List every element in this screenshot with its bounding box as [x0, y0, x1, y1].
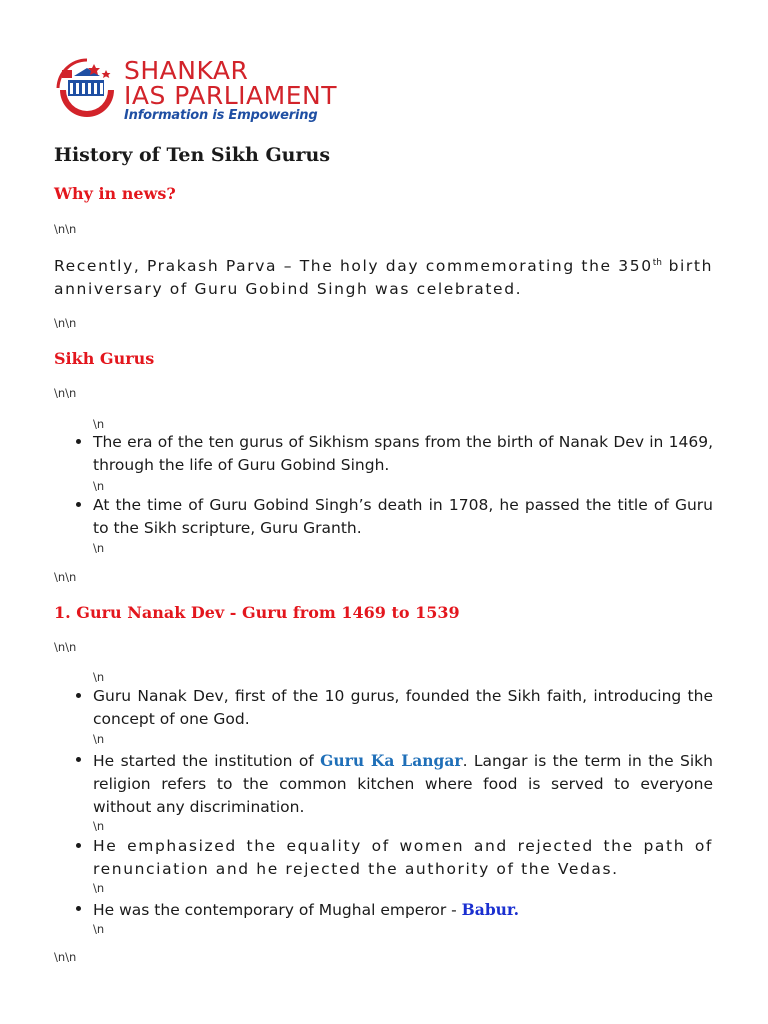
escape-text: \n\n — [54, 386, 77, 400]
escape-text: \n\n — [54, 640, 77, 654]
escape-text: \n — [93, 922, 105, 936]
escape-text: \n\n — [54, 316, 77, 330]
escape-text: \n — [93, 732, 105, 746]
bullet-icon — [76, 906, 81, 911]
heading-why-in-news: Why in news? — [54, 184, 176, 203]
bullet-icon — [76, 757, 81, 762]
escape-text: \n\n — [54, 570, 77, 584]
list-item: Guru Nanak Dev, first of the 10 gurus, founded the Sikh faith, introducing the concept of one God. — [76, 685, 713, 731]
brand-logo — [54, 52, 394, 128]
escape-text: \n — [93, 881, 105, 895]
bullet-icon — [76, 843, 81, 848]
bullet-icon — [76, 502, 81, 507]
escape-text: \n — [93, 819, 105, 833]
escape-text: \n\n — [54, 950, 77, 964]
list-item: He was the contemporary of Mughal emperor - Babur. — [76, 898, 713, 922]
bullet-icon — [76, 439, 81, 444]
list-item: He emphasized the equality of women and rejected the path of renunciation and he rejected the authority of the Vedas. — [76, 835, 713, 881]
escape-text: \n — [93, 670, 105, 684]
news-paragraph: Recently, Prakash Parva – The holy day commemorating the 350th birth anniversary of Guru Gobind Singh was celebrated. — [54, 257, 713, 298]
escape-text: \n — [93, 417, 105, 431]
page-title: History of Ten Sikh Gurus — [54, 144, 331, 166]
escape-text: \n — [93, 541, 105, 555]
escape-text: \n\n — [54, 222, 77, 236]
heading-sikh-gurus: Sikh Gurus — [54, 349, 155, 368]
list-item: At the time of Guru Gobind Singh’s death in 1708, he passed the title of Guru to the Sikh scripture, Guru Granth. — [76, 494, 713, 540]
logo-tagline: Information is Empowering — [124, 108, 318, 123]
escape-text: \n — [93, 479, 105, 493]
bullet-icon — [76, 693, 81, 698]
list-item: He started the institution of Guru Ka Langar. Langar is the term in the Sikh religion refers to the common kitchen where food is served to everyone without any discrimination. — [76, 749, 713, 819]
logo-text-ias-parliament: IAS PARLIAMENT — [124, 81, 337, 110]
logo-text-shankar: SHANKAR — [124, 56, 249, 85]
highlight-guru-ka-langar: Guru Ka Langar — [320, 751, 463, 770]
list-item: The era of the ten gurus of Sikhism spans from the birth of Nanak Dev in 1469, through the life of Guru Gobind Singh. — [76, 431, 713, 477]
highlight-babur: Babur. — [461, 900, 520, 919]
heading-guru-nanak-dev: 1. Guru Nanak Dev - Guru from 1469 to 1539 — [54, 603, 460, 622]
parliament-emblem-icon — [54, 58, 120, 122]
